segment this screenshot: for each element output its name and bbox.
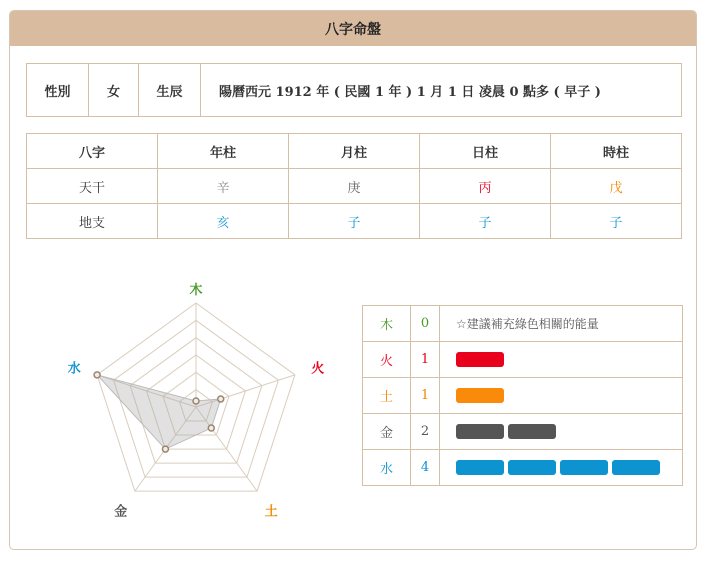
radar-point-water [94,372,100,378]
radar-label-metal: 金 [114,504,128,520]
element-bars [440,306,683,342]
year-pillar-header: 年柱 [158,134,289,169]
wuxing-row-earth [363,378,683,414]
element-name: 火 [363,342,411,378]
month-pillar-header: 月柱 [289,134,420,169]
radar-point-metal [162,446,168,452]
tiangan-hour: 戊 [551,169,682,204]
element-count: 2 [411,414,440,450]
tiangan-label: 天干 [27,169,158,204]
suggestion-note: ☆建議補充綠色相關的能量 [456,317,599,331]
tiangan-row [27,169,682,204]
radar-data-area [97,375,221,449]
element-count: 4 [411,450,440,486]
wuxing-table [362,305,683,486]
element-bar [456,352,504,367]
element-name: 水 [363,450,411,486]
element-bars [440,342,683,378]
element-bar [508,460,556,475]
wuxing-row-wood [363,306,683,342]
radar-label-earth: 土 [264,504,278,520]
tiangan-month: 庚 [289,169,420,204]
element-bars [440,414,683,450]
element-bars [440,450,683,486]
element-name: 土 [363,378,411,414]
element-bar [456,424,504,439]
wuxing-row-fire [363,342,683,378]
radar-point-earth [208,425,214,431]
day-pillar-header: 日柱 [420,134,551,169]
dizhi-month: 子 [289,204,420,239]
birth-info-table [26,63,682,117]
radar-label-wood: 木 [189,283,203,298]
element-bar [456,460,504,475]
element-count: 0 [411,306,440,342]
bazi-table [26,133,682,239]
dizhi-day: 子 [420,204,551,239]
radar-point-wood [193,398,199,404]
element-bar [456,388,504,403]
element-name: 金 [363,414,411,450]
dizhi-label: 地支 [27,204,158,239]
hour-pillar-header: 時柱 [551,134,682,169]
element-count: 1 [411,378,440,414]
dizhi-hour: 子 [551,204,682,239]
tiangan-day: 丙 [420,169,551,204]
tiangan-year: 辛 [158,169,289,204]
birth-value: 陽曆西元 1912 年 ( 民國 1 年 ) 1 月 1 日 凌晨 0 點多 ( 早子 ) [201,64,682,117]
bazi-panel [9,10,697,550]
dizhi-year: 亥 [158,204,289,239]
panel-title: 八字命盤 [10,11,696,46]
wuxing-radar-chart [50,259,350,529]
gender-value: 女 [89,64,139,117]
wuxing-row-metal [363,414,683,450]
gender-label: 性別 [27,64,89,117]
element-bar [508,424,556,439]
element-bar [560,460,608,475]
dizhi-row [27,204,682,239]
wuxing-row-water [363,450,683,486]
element-count: 1 [411,342,440,378]
radar-label-water: 水 [67,361,81,377]
bazi-header-row [27,134,682,169]
radar-label-fire: 火 [311,361,325,377]
bazi-header-label: 八字 [27,134,158,169]
element-name: 木 [363,306,411,342]
element-bars [440,378,683,414]
radar-point-fire [218,396,224,402]
element-bar [612,460,660,475]
birth-label: 生辰 [139,64,201,117]
